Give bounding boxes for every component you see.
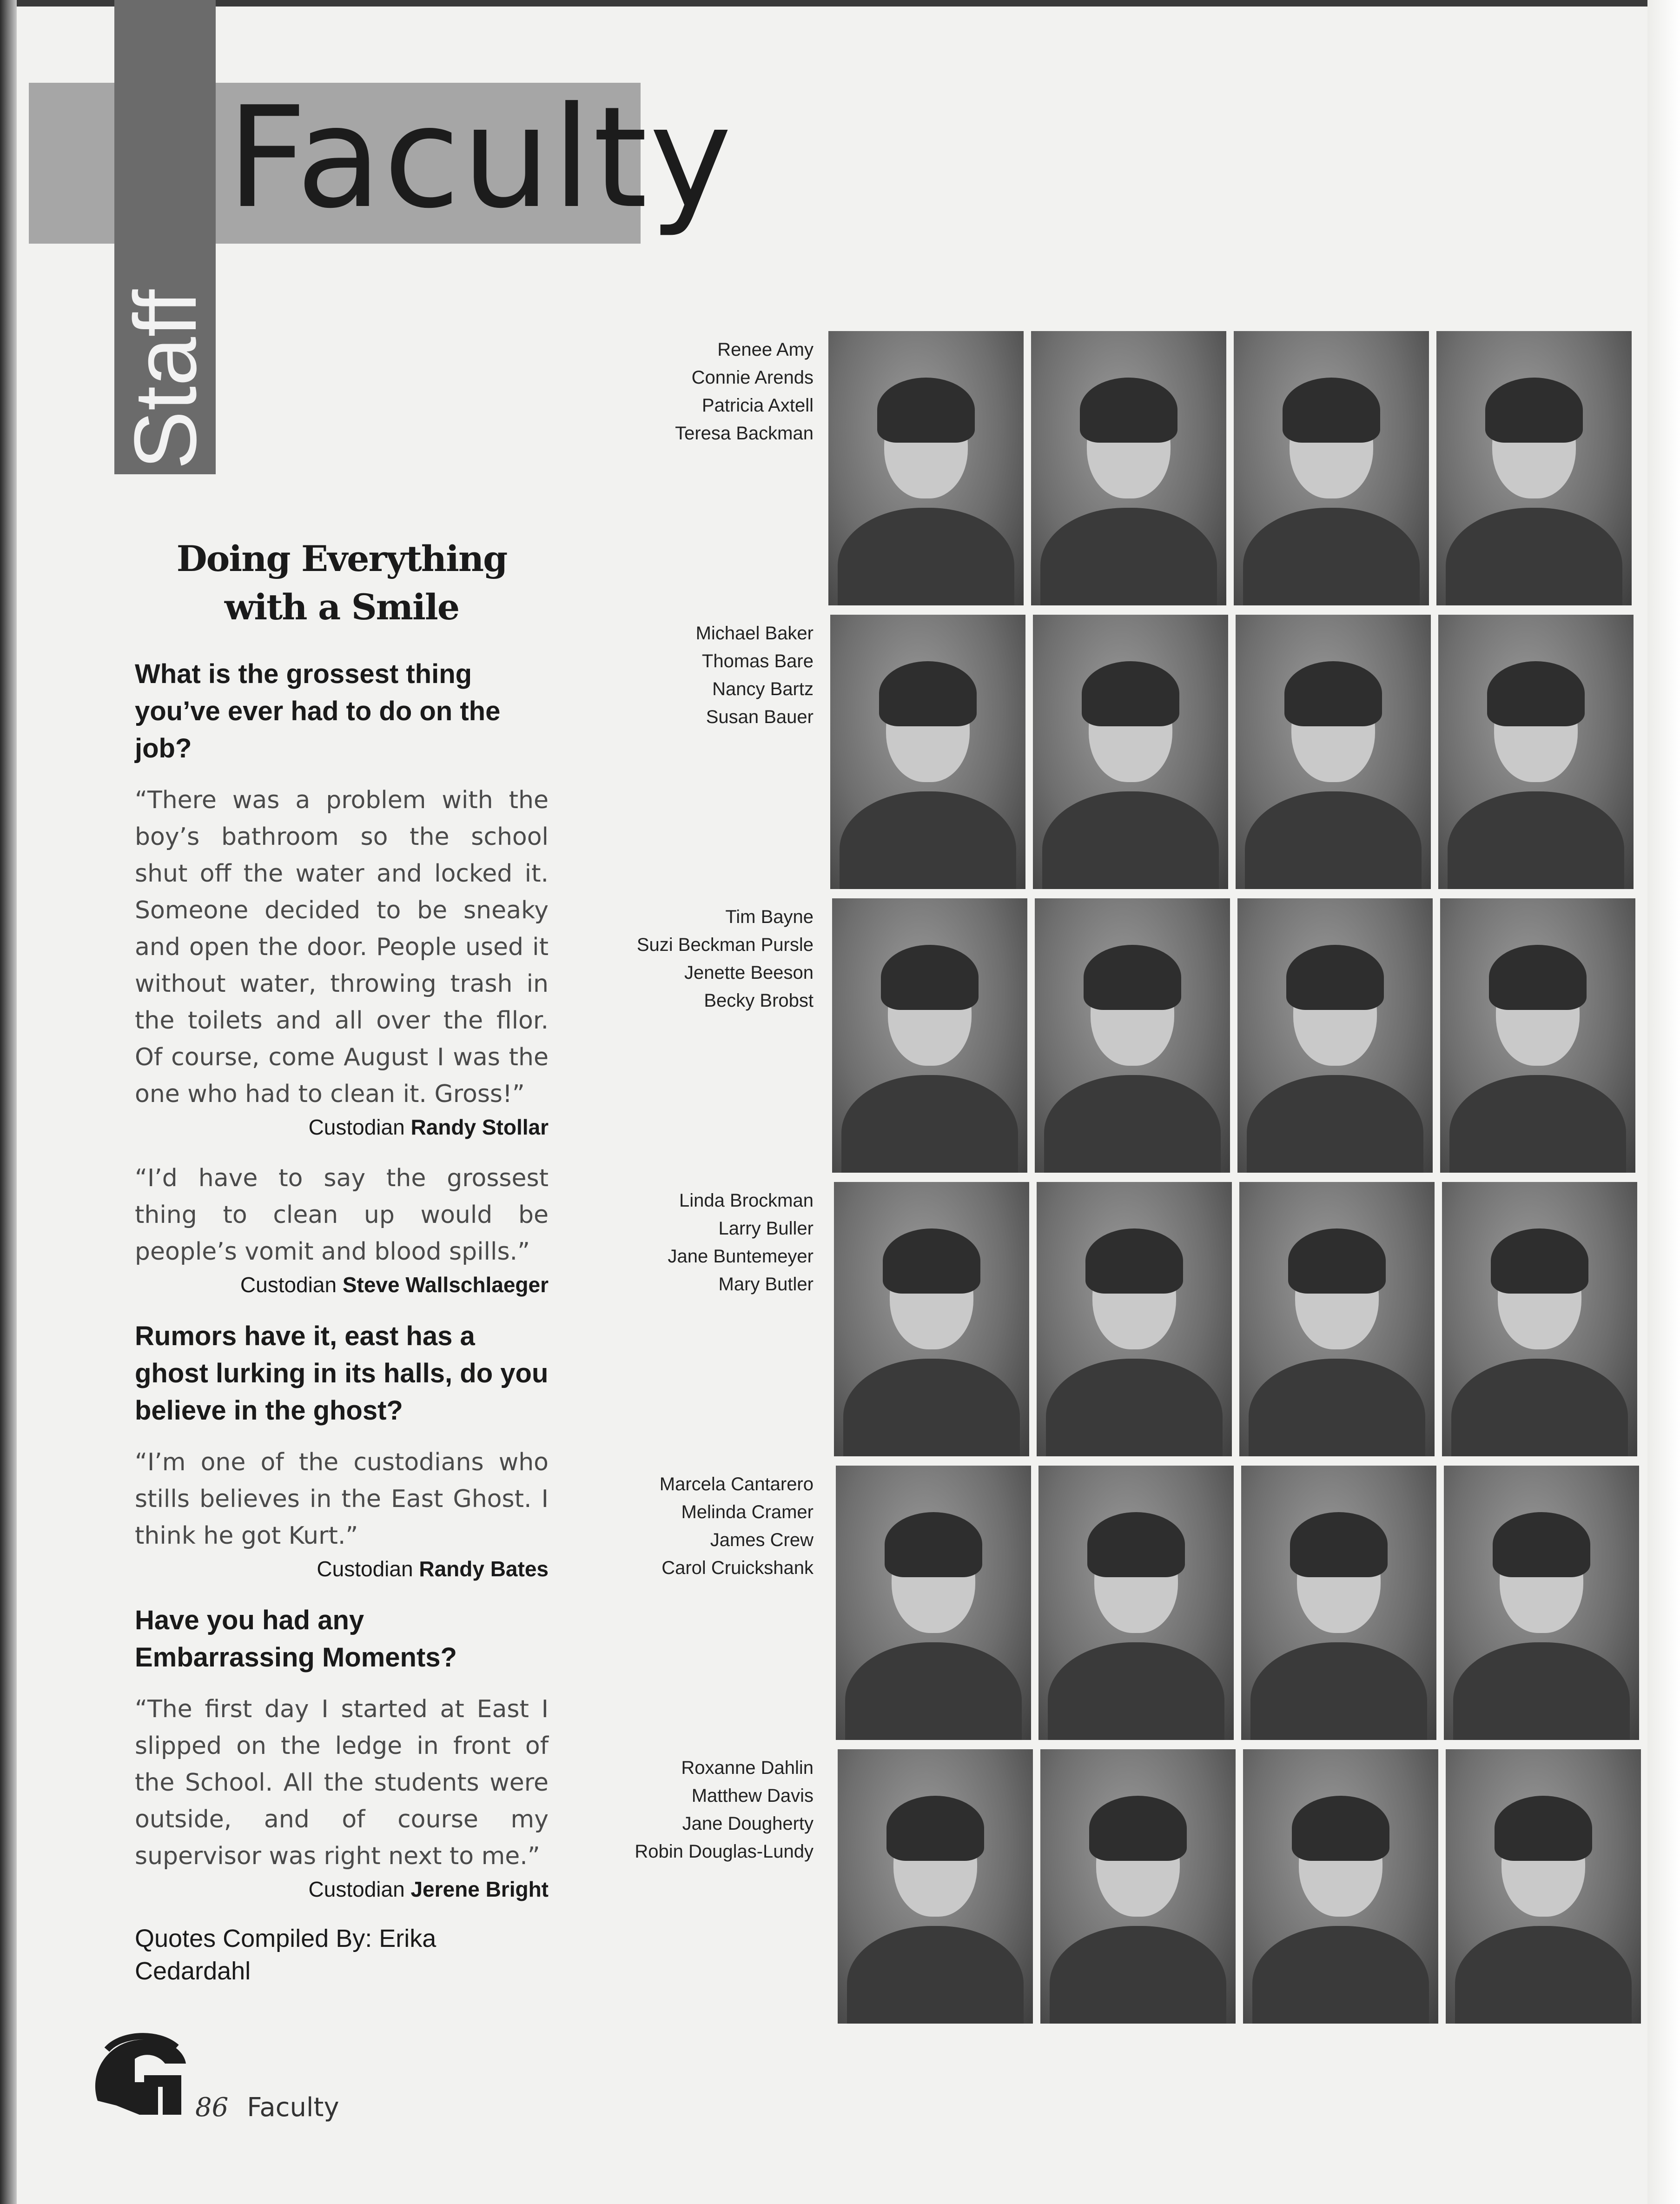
portrait-photo <box>1038 1466 1234 1740</box>
staff-name: Linda Brockman <box>679 1190 814 1211</box>
portrait-photo <box>1033 615 1228 889</box>
attribution <box>135 1554 549 1583</box>
quote: “The first day I started at East I slipped on the ledge in front of the School. All the students were outside, and of course my supervisor was right next to me.” <box>135 1695 549 1870</box>
attribution <box>135 1875 549 1904</box>
staff-name: Renee Amy <box>717 339 814 360</box>
portrait-photo <box>830 615 1025 889</box>
quote: “I’d have to say the grossest thing to clean up would be people’s vomit and blood spills.” <box>135 1164 549 1266</box>
portrait-photo <box>1442 1182 1637 1456</box>
portrait-photo <box>832 898 1027 1173</box>
staff-name: Suzi Beckman Pursle <box>636 935 814 955</box>
staff-name: Nancy Bartz <box>712 679 814 699</box>
photo-row <box>604 898 1634 1177</box>
page-number: 86 <box>195 2092 229 2123</box>
name-list <box>604 1187 814 1298</box>
portrait-photo <box>1444 1466 1639 1740</box>
portrait-photo <box>1037 1182 1232 1456</box>
staff-name: Mary Butler <box>718 1274 814 1295</box>
staff-name: Roxanne Dahlin <box>681 1758 814 1778</box>
portrait-photo <box>1243 1749 1438 2024</box>
quotes-credit: Quotes Compiled By: Erika Cedardahl <box>135 1925 437 1985</box>
staff-name: Carol Cruickshank <box>661 1558 814 1578</box>
staff-name: Larry Buller <box>718 1218 814 1239</box>
attribution-name: Randy Bates <box>419 1557 549 1581</box>
attribution <box>135 1113 549 1142</box>
article-headline: Doing Everything with a Smile <box>176 538 507 628</box>
staff-name: Thomas Bare <box>701 651 814 671</box>
attribution <box>135 1270 549 1299</box>
photo-row <box>604 615 1634 894</box>
attribution-role: Custodian <box>308 1115 405 1139</box>
staff-name: Melinda Cramer <box>681 1502 814 1522</box>
portrait-photo <box>834 1182 1029 1456</box>
staff-name: Tim Bayne <box>725 907 814 927</box>
portrait-photo <box>838 1749 1033 2024</box>
attribution-name: Steve Wallschlaeger <box>342 1273 549 1297</box>
portrait-photo <box>1239 1182 1435 1456</box>
article <box>135 535 549 1987</box>
staff-name: Robin Douglas-Lundy <box>635 1841 814 1862</box>
staff-name: Michael Baker <box>695 623 814 644</box>
quote: “I’m one of the custodians who stills believes in the East Ghost. I think he got Kurt.” <box>135 1448 549 1550</box>
attribution-role: Custodian <box>317 1557 413 1581</box>
name-list <box>604 1470 814 1582</box>
portrait-photo <box>1436 331 1632 605</box>
attribution-name: Randy Stollar <box>410 1115 549 1139</box>
quote: “There was a problem with the boy’s bathroom so the school shut off the water and locked it. Someone decided to be sneaky and open the door. People used it without water, throwing trash in the toilets and all over the fllor. Of course, come August I was the one who had to clean it. Gross!” <box>135 786 549 1108</box>
staff-name: Susan Bauer <box>706 707 814 727</box>
portrait-photo <box>828 331 1024 605</box>
staff-name: James Crew <box>710 1530 814 1550</box>
name-list <box>604 903 814 1015</box>
portrait-photo <box>1237 898 1433 1173</box>
staff-name: Connie Arends <box>691 367 814 388</box>
staff-name: Teresa Backman <box>675 423 814 444</box>
attribution-name: Jerene Bright <box>410 1877 549 1901</box>
portrait-photo <box>1035 898 1230 1173</box>
page-edge-right <box>1647 0 1680 2204</box>
page-binding-left <box>0 0 17 2204</box>
portrait-photo <box>1440 898 1635 1173</box>
staff-name: Marcela Cantarero <box>659 1474 814 1494</box>
portrait-photo <box>1234 331 1429 605</box>
portrait-photo <box>1031 331 1226 605</box>
staff-name: Jane Buntemeyer <box>668 1246 814 1267</box>
photo-row <box>604 1466 1634 1745</box>
section-label-staff <box>114 367 115 474</box>
page-folio <box>195 2092 339 2123</box>
question: What is the grossest thing you’ve ever had to do on the job? <box>135 659 501 763</box>
name-list <box>604 336 814 447</box>
question: Have you had any Embarrassing Moments? <box>135 1605 457 1673</box>
photo-row <box>604 331 1634 610</box>
staff-name: Becky Brobst <box>704 990 814 1011</box>
photo-row <box>604 1182 1634 1461</box>
portrait-photo <box>1236 615 1431 889</box>
staff-name: Matthew Davis <box>691 1786 814 1806</box>
staff-name: Patricia Axtell <box>701 395 814 416</box>
photo-row <box>604 1749 1634 2028</box>
question: Rumors have it, east has a ghost lurking in its halls, do you believe in the ghost? <box>135 1321 549 1426</box>
staff-name: Jenette Beeson <box>684 963 814 983</box>
portrait-photo <box>836 1466 1031 1740</box>
page-title: Faculty <box>227 77 734 239</box>
attribution-role: Custodian <box>240 1273 337 1297</box>
portrait-photo <box>1438 615 1634 889</box>
section-label: Faculty <box>247 2092 339 2123</box>
name-list <box>604 1754 814 1865</box>
name-list <box>604 619 814 731</box>
attribution-role: Custodian <box>308 1877 405 1901</box>
page-binding-top <box>0 0 1680 7</box>
portrait-photo <box>1446 1749 1641 2024</box>
staff-name: Jane Dougherty <box>682 1813 814 1834</box>
portrait-photo <box>1040 1749 1236 2024</box>
trojan-helmet-logo <box>88 2031 195 2119</box>
portrait-photo <box>1241 1466 1436 1740</box>
